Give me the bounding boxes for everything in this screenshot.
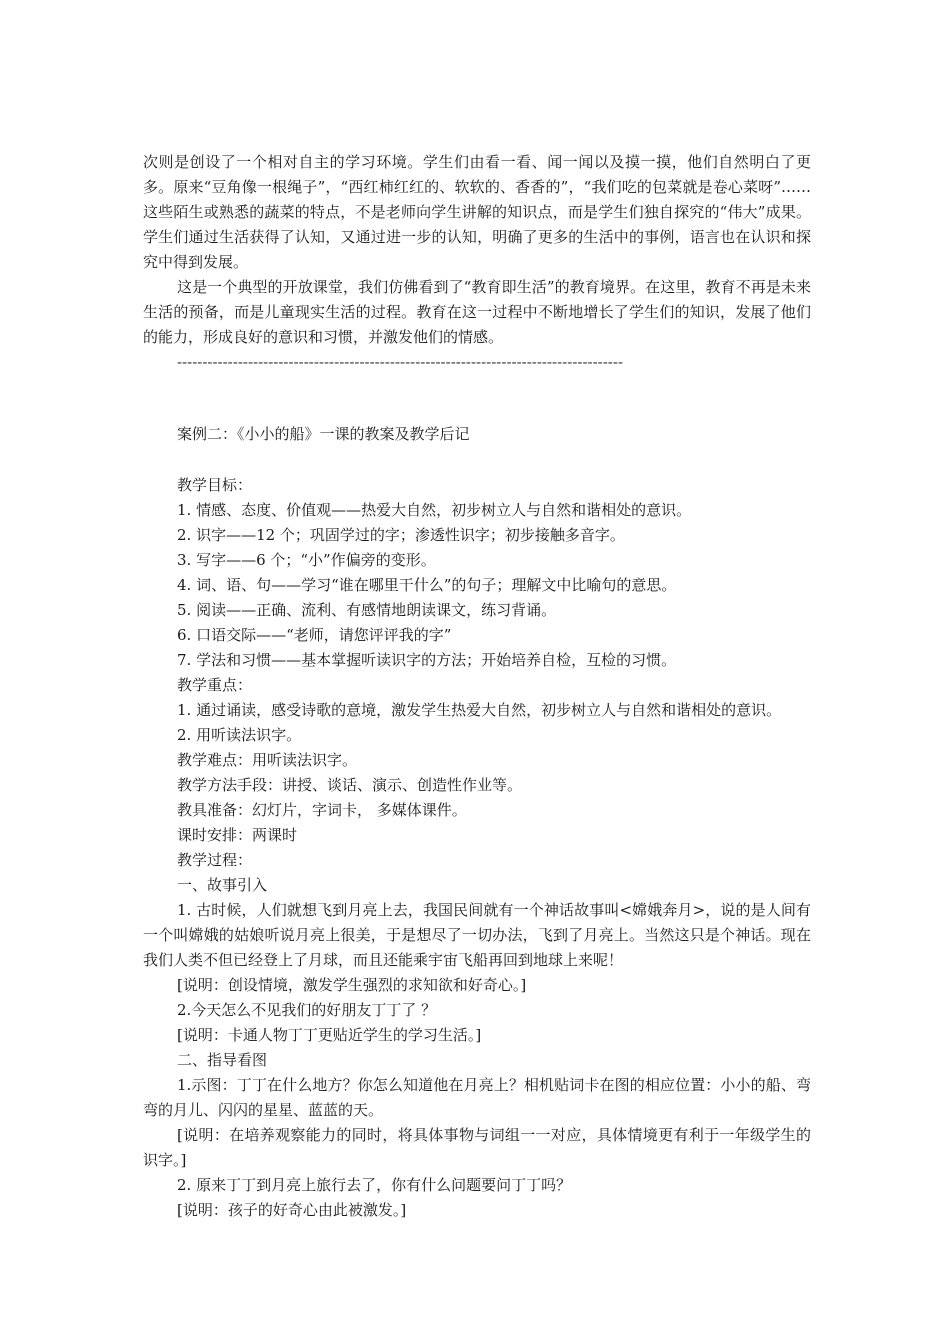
schedule-line: 课时安排：两课时 bbox=[177, 826, 298, 844]
objectives-heading: 教学目标： bbox=[177, 476, 253, 494]
key-points-heading: 教学重点： bbox=[177, 676, 253, 694]
section1-note-2: [说明：卡通人物丁丁更贴近学生的学习生活。] bbox=[177, 1026, 482, 1044]
section2-paragraph-1: 1.示图：丁丁在什么地方？你怎么知道他在月亮上？相机贴词卡在图的相应位置：小小的船、弯弯的月儿、闪闪的星星、蓝蓝的天。 bbox=[143, 1076, 811, 1119]
section1-heading: 一、故事引入 bbox=[177, 876, 268, 894]
section2-note-2: [说明：孩子的好奇心由此被激发。] bbox=[177, 1201, 407, 1219]
methods-line: 教学方法手段：讲授、谈话、演示、创造性作业等。 bbox=[177, 776, 523, 794]
section1-paragraph-1: 1. 古时候，人们就想飞到月亮上去，我国民间就有一个神话故事叫<嫦娥奔月>，说的是人间有一个叫嫦娥的姑娘听说月亮上很美，于是想尽了一切办法，飞到了月亮上。当然这只是个神话。现在我们人类不但已经登上了月球，而且还能乘宇宙飞船再回到地球上来呢！ bbox=[143, 901, 811, 969]
difficulty-line: 教学难点：用听读法识字。 bbox=[177, 751, 358, 769]
section1-note-1: [说明：创设情境，激发学生强烈的求知欲和好奇心。] bbox=[177, 976, 527, 994]
section2-heading: 二、指导看图 bbox=[177, 1051, 268, 1069]
section2-note-1: [说明：在培养观察能力的同时，将具体事物与词组一一对应，具体情境更有利于一年级学生的识字。] bbox=[143, 1126, 811, 1169]
key-point-item: 2. 用听读法识字。 bbox=[177, 726, 302, 744]
intro-paragraph-2: 这是一个典型的开放课堂，我们仿佛看到了“教育即生活”的教育境界。在这里，教育不再是未来生活的预备，而是儿童现实生活的过程。教育在这一过程中不断地增长了学生们的知识，发展了他们的能力，形成良好的意识和习惯，并激发他们的情感。 bbox=[143, 278, 811, 346]
objective-item: 3. 写字——6 个；“小”作偏旁的变形。 bbox=[177, 551, 436, 569]
key-point-item: 1. 通过诵读，感受诗歌的意境，激发学生热爱大自然，初步树立人与自然和谐相处的意识。 bbox=[177, 701, 782, 719]
case-title: 案例二：《小小的船》一课的教案及教学后记 bbox=[177, 425, 470, 443]
section1-paragraph-2: 2.今天怎么不见我们的好朋友丁丁了 ？ bbox=[177, 1001, 437, 1019]
process-heading: 教学过程： bbox=[177, 851, 253, 869]
intro-paragraph-1: 次则是创设了一个相对自主的学习环境。学生们由看一看、闻一闻以及摸一摸，他们自然明白了更多。原来“豆角像一根绳子”，“西红柿红红的、软软的、香香的”，“我们吃的包菜就是卷心菜呀”……这些陌生或熟悉的蔬菜的特点，不是老师向学生讲解的知识点，而是学生们独自探究的“伟大”成果。学生们通过生活获得了认知，又通过进一步的认知，明确了更多的生活中的事例，语言也在认识和探究中得到发展。 bbox=[143, 153, 811, 271]
document-page bbox=[143, 150, 811, 1223]
objective-item: 7. 学法和习惯——基本掌握听读识字的方法；开始培养自检，互检的习惯。 bbox=[177, 651, 677, 669]
section2-paragraph-2: 2. 原来丁丁到月亮上旅行去了，你有什么问题要问丁丁吗？ bbox=[177, 1176, 572, 1194]
objective-item: 4. 词、语、句——学习“谁在哪里干什么”的句子；理解文中比喻句的意思。 bbox=[177, 576, 677, 594]
separator-line: ---------------------------------------------------------------------------------------- bbox=[177, 353, 624, 371]
objective-item: 2. 识字——12 个；巩固学过的字；渗透性识字；初步接触多音字。 bbox=[177, 526, 625, 544]
objective-item: 1. 情感、态度、价值观——热爱大自然，初步树立人与自然和谐相处的意识。 bbox=[177, 501, 692, 519]
objective-item: 6. 口语交际——“老师，请您评评我的字” bbox=[177, 626, 452, 644]
tools-line: 教具准备：幻灯片，字词卡， 多媒体课件。 bbox=[177, 801, 467, 819]
objective-item: 5. 阅读——正确、流利、有感情地朗读课文，练习背诵。 bbox=[177, 601, 557, 619]
